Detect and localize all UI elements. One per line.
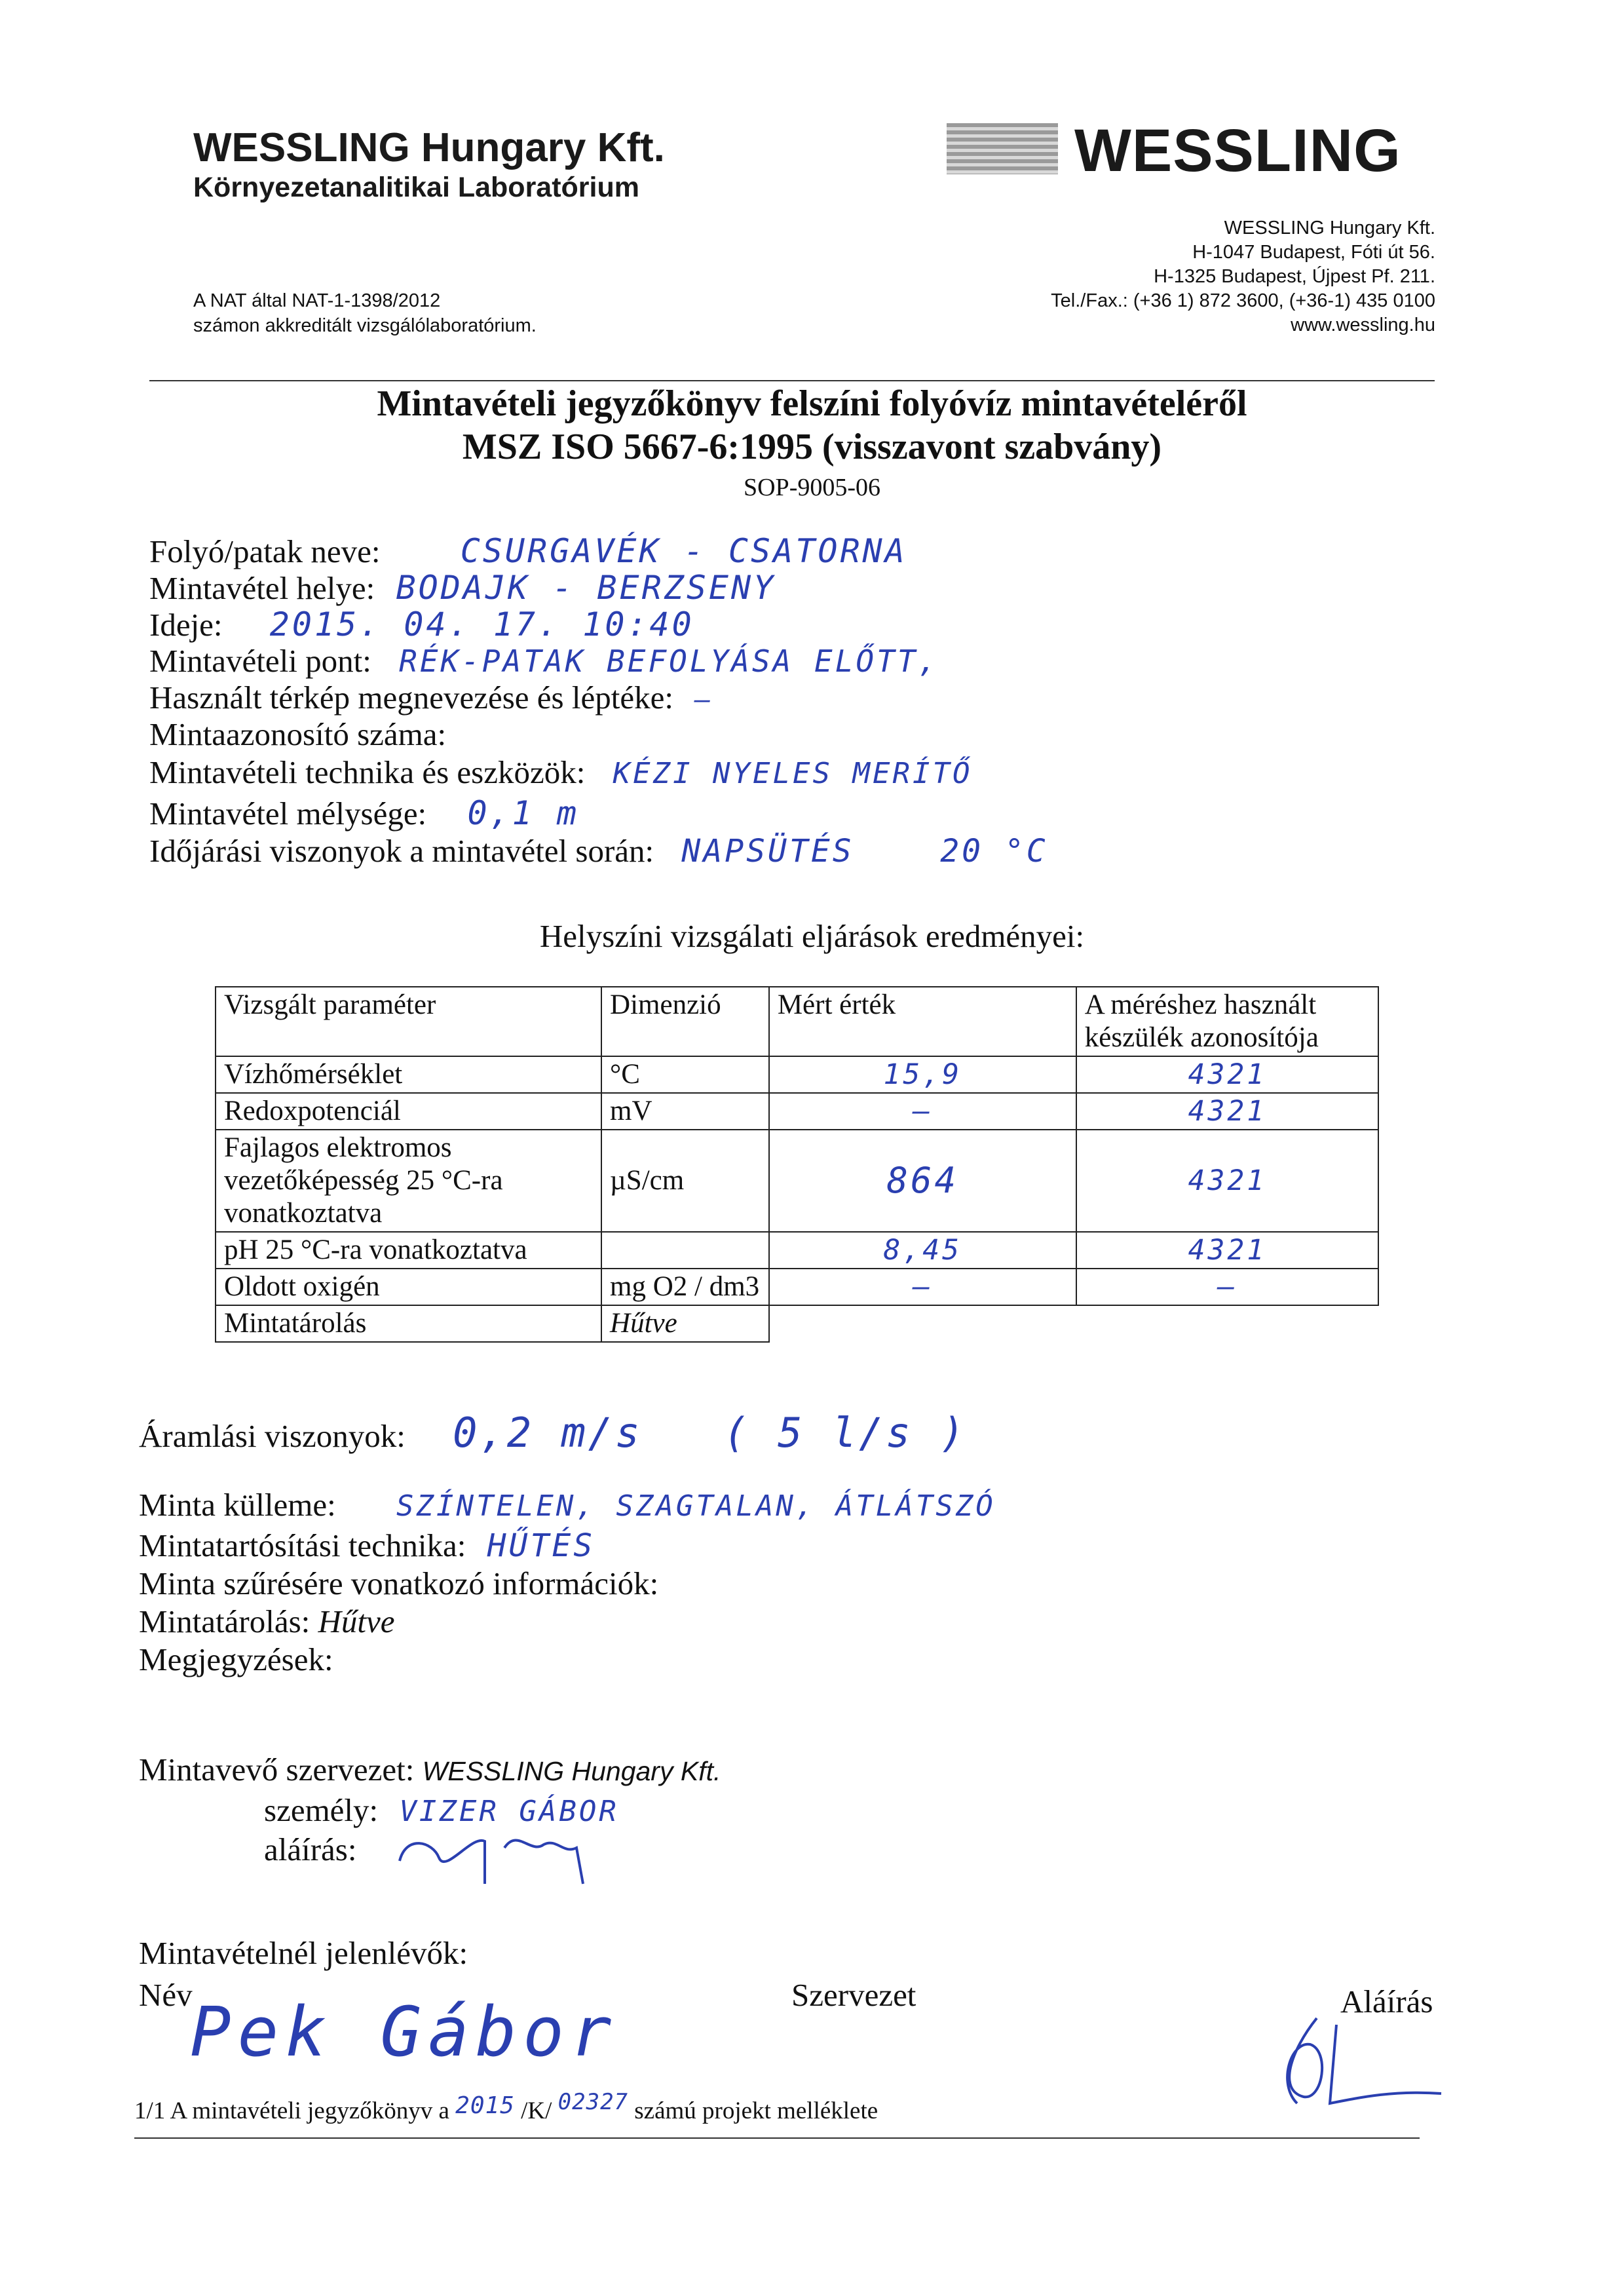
field-value: VIZER GÁBOR [399, 1795, 619, 1828]
param-cell: Fajlagos elektromos vezetőképesség 25 °C-ra vonatkoztatva [216, 1130, 601, 1232]
field-map [149, 679, 713, 716]
present-name-value: Pek Gábor [190, 1992, 618, 2072]
present-col-name: Név [139, 1977, 193, 2013]
table-row [216, 1056, 1378, 1093]
field-sampling-point [149, 642, 939, 679]
device-cell: 4321 [1076, 1093, 1378, 1130]
sampler-signature-icon [393, 1822, 603, 1894]
sop-code: SOP-9005-06 [743, 474, 881, 501]
field-label: Minta szűrésére vonatkozó információk: [139, 1565, 659, 1601]
address-line: H-1047 Budapest, Fóti út 56. [1192, 242, 1435, 263]
footer-text [134, 2089, 878, 2125]
field-depth [149, 794, 579, 832]
field-time [149, 605, 694, 643]
param-cell: Oldott oxigén [216, 1269, 601, 1305]
document-title: Mintavételi jegyzőkönyv felszíni folyóvíz mintavételéről [377, 383, 1247, 424]
logo-stripes-icon [947, 123, 1058, 174]
dim-cell: mg O2 / dm3 [601, 1269, 769, 1305]
remarks [139, 1641, 333, 1678]
device-cell: — [1076, 1269, 1378, 1305]
field-label: személy: [264, 1792, 379, 1828]
results-heading: Helyszíni vizsgálati eljárások eredményei: [539, 918, 1085, 954]
table-header: Dimenzió [601, 987, 769, 1056]
field-value: — [694, 685, 713, 715]
table-header: Vizsgált paraméter [216, 987, 601, 1056]
footer-year: 2015 [455, 2092, 515, 2119]
sampler-signature-row [264, 1831, 356, 1868]
value-cell: 15,9 [769, 1056, 1076, 1093]
field-value: SZÍNTELEN, SZAGTALAN, ÁTLÁTSZÓ [396, 1489, 996, 1523]
field-label: Ideje: [149, 607, 223, 643]
field-value: WESSLING Hungary Kft. [422, 1756, 721, 1786]
standard-title: MSZ ISO 5667-6:1995 (visszavont szabvány) [462, 427, 1162, 467]
footer-mid: /K/ [521, 2097, 552, 2124]
field-weather [149, 832, 1048, 870]
field-value: RÉK-PATAK BEFOLYÁSA ELŐTT, [399, 643, 939, 679]
footer-number: 02327 [557, 2089, 629, 2115]
field-label: Mintavételi pont: [149, 643, 371, 679]
table-row [216, 1232, 1378, 1269]
table-row [216, 1269, 1378, 1305]
param-cell: Redoxpotenciál [216, 1093, 601, 1130]
table-header: Mért érték [769, 987, 1076, 1056]
field-label: Mintavevő szervezet: [139, 1751, 415, 1788]
address-line: Tel./Fax.: (+36 1) 872 3600, (+36-1) 435 0100 [1051, 290, 1435, 311]
wessling-logo: WESSLING [1074, 117, 1401, 184]
field-value: CSURGAVÉK - CSATORNA [460, 532, 907, 570]
field-value: KÉZI NYELES MERÍTŐ [613, 757, 973, 790]
company-name: WESSLING Hungary Kft. [193, 125, 665, 170]
field-sample-id [149, 716, 446, 753]
value-cell: — [769, 1269, 1076, 1305]
param-cell: Mintatárolás [216, 1305, 601, 1342]
company-subtitle: Környezetanalitikai Laboratórium [193, 172, 639, 203]
accreditation-text [193, 288, 537, 338]
device-cell: 4321 [1076, 1056, 1378, 1093]
param-cell: Vízhőmérséklet [216, 1056, 601, 1093]
field-value: 2015. 04. 17. 10:40 [269, 605, 694, 643]
table-header-row [216, 987, 1378, 1056]
field-label: Mintavétel mélysége: [149, 795, 427, 832]
footer-prefix: 1/1 A mintavételi jegyzőkönyv a [134, 2097, 449, 2124]
sample-storage [139, 1603, 395, 1640]
table-header: A méréshez használt készülék azonosítója [1076, 987, 1378, 1056]
table-row [216, 1093, 1378, 1130]
empty-cell [769, 1305, 1378, 1342]
dim-cell: Hűtve [601, 1305, 769, 1342]
field-label: Mintaazonosító száma: [149, 716, 447, 752]
device-cell: 4321 [1076, 1130, 1378, 1232]
field-label: Időjárási viszonyok a mintavétel során: [149, 833, 654, 869]
present-col-organization: Szervezet [791, 1977, 916, 2013]
field-label: Használt térkép megnevezése és léptéke: [149, 679, 673, 716]
field-value: 0,2 m/s ( 5 l/s ) [453, 1409, 968, 1457]
field-label: Folyó/patak neve: [149, 533, 381, 569]
footer-suffix: számú projekt melléklete [634, 2097, 878, 2124]
field-value: HŰTÉS [487, 1527, 595, 1564]
sample-filtering [139, 1565, 658, 1602]
field-label: Mintatárolás: [139, 1603, 311, 1639]
field-value: NAPSÜTÉS 20 °C [681, 833, 1048, 870]
field-river-name [149, 532, 907, 570]
device-cell: 4321 [1076, 1232, 1378, 1269]
field-label: Minta külleme: [139, 1487, 336, 1523]
field-label: Mintavétel helye: [149, 570, 375, 606]
table-row [216, 1305, 1378, 1342]
sample-appearance [139, 1486, 996, 1523]
dim-cell: µS/cm [601, 1130, 769, 1232]
header-divider [149, 380, 1435, 381]
field-label: Megjegyzések: [139, 1641, 333, 1677]
flow-conditions [139, 1409, 967, 1457]
param-cell: pH 25 °C-ra vonatkoztatva [216, 1232, 601, 1269]
table-row [216, 1130, 1378, 1232]
dim-cell: mV [601, 1093, 769, 1130]
company-address [1051, 216, 1435, 337]
address-line: H-1325 Budapest, Újpest Pf. 211. [1154, 266, 1435, 287]
field-label: Mintavételi technika és eszközök: [149, 754, 586, 790]
accreditation-line-1: A NAT által NAT-1-1398/2012 [193, 290, 441, 311]
field-technique [149, 754, 972, 791]
accreditation-line-2: számon akkreditált vizsgálólaboratórium. [193, 315, 537, 336]
dim-cell: °C [601, 1056, 769, 1093]
present-signature-icon [1264, 2012, 1461, 2116]
field-label: Mintatartósítási technika: [139, 1527, 466, 1563]
value-cell: 864 [769, 1130, 1076, 1232]
website: www.wessling.hu [1291, 315, 1435, 335]
results-table [215, 986, 1379, 1343]
sample-preservation [139, 1527, 595, 1564]
field-label: aláírás: [264, 1831, 357, 1867]
present-heading: Mintavételnél jelenlévők: [139, 1935, 468, 1971]
dim-cell [601, 1232, 769, 1269]
value-cell: — [769, 1093, 1076, 1130]
field-sampling-place [149, 569, 776, 607]
sampler-organization [139, 1751, 721, 1788]
address-line: WESSLING Hungary Kft. [1224, 218, 1435, 239]
present-col-signature: Aláírás [1340, 1983, 1433, 2019]
field-value: 0,1 m [467, 794, 579, 832]
footer-divider [134, 2137, 1420, 2139]
field-value: Hűtve [318, 1603, 395, 1639]
field-label: Áramlási viszonyok: [139, 1418, 406, 1454]
field-value: BODAJK - BERZSENY [396, 569, 776, 607]
value-cell: 8,45 [769, 1232, 1076, 1269]
